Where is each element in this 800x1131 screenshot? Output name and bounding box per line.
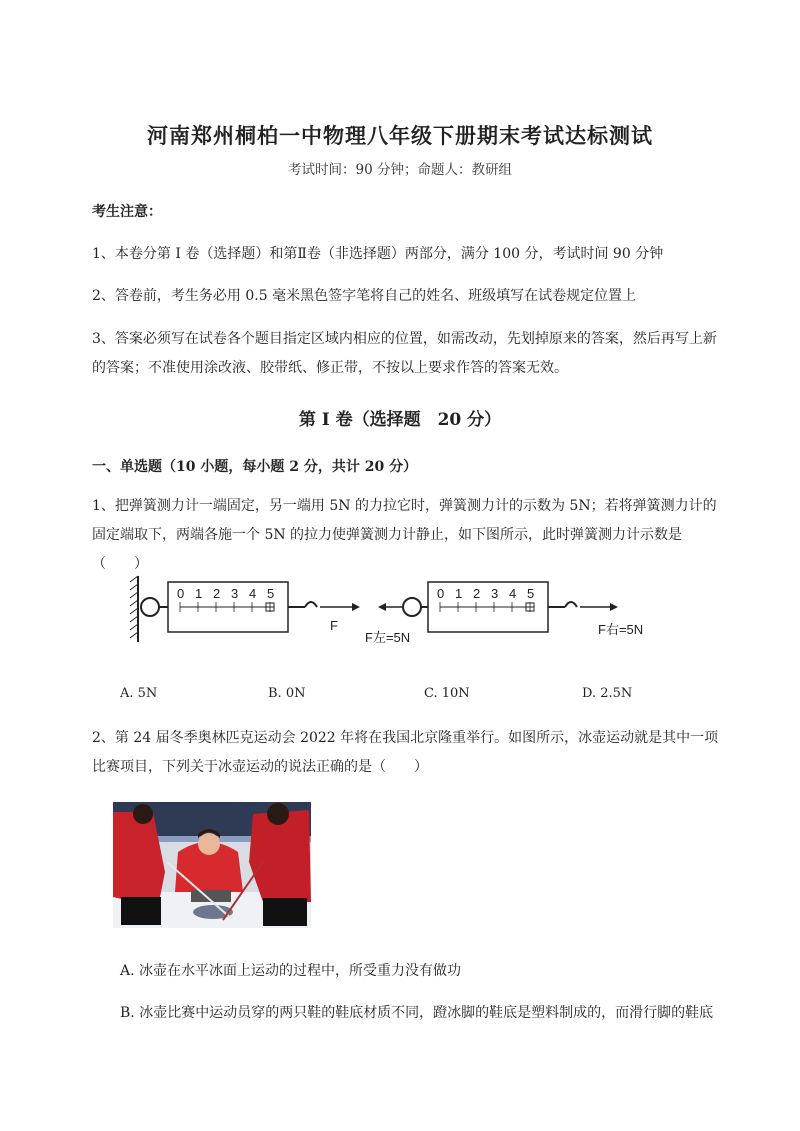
mc-heading: 一、单选题（10 小题，每小题 2 分，共计 20 分）: [92, 459, 418, 475]
notice-item-3: 3、答案必须写在试卷各个题目指定区域内相应的位置，如需改动，先划掉原来的答案，然后再写上新的答案；不准使用涂改液、胶带纸、修正带，不按以上要求作答的答案无效。: [92, 331, 717, 376]
scale-left-tick-2: 2: [213, 586, 221, 601]
notice-heading: 考生注意：: [92, 204, 162, 220]
notice-item-1: 1、本卷分第 I 卷（选择题）和第Ⅱ卷（非选择题）两部分，满分 100 分，考试时间 90 分钟: [92, 246, 664, 262]
scale-left-tick-3: 3: [231, 586, 239, 601]
scale-left-tick-1: 1: [195, 586, 203, 601]
section-title: 第 I 卷（选择题 20 分）: [298, 410, 502, 430]
scale-right-tick-2: 2: [473, 586, 481, 601]
scale-right-tick-5: 5: [527, 586, 535, 601]
wall-icon: [130, 576, 138, 642]
curling-photo: [113, 802, 311, 928]
scale-left-tick-5: 5: [267, 586, 275, 601]
force-label-f: F: [330, 618, 338, 633]
page-title: 河南郑州桐柏一中物理八年级下册期末考试达标测试: [147, 123, 653, 148]
scale-right-tick-3: 3: [491, 586, 499, 601]
notice-item-2: 2、答卷前，考生务必用 0.5 毫米黑色签字笔将自己的姓名、班级填写在试卷规定位置上: [92, 288, 637, 304]
scale-right-tick-0: 0: [437, 586, 445, 601]
force-label-left: F左=5N: [365, 630, 411, 645]
q2-option-a: A. 冰壶在水平冰面上运动的过程中，所受重力没有做功: [120, 963, 462, 979]
scale-left-tick-0: 0: [177, 586, 185, 601]
spring-scale-figure: [120, 570, 660, 660]
scale-right-tick-4: 4: [509, 586, 517, 601]
question-1-text: 1、把弹簧测力计一端固定，另一端用 5N 的力拉它时，弹簧测力计的示数为 5N；若将弹簧测力计的固定端取下，两端各施一个 5N 的拉力使弹簧测力计静止，如下图所示，此时弹簧测力计示数是（ ）: [92, 498, 717, 572]
q1-option-c: C. 10N: [424, 686, 470, 701]
q1-option-b: B. 0N: [268, 686, 306, 701]
q1-option-a: A. 5N: [120, 686, 158, 701]
force-label-right: F右=5N: [598, 622, 644, 637]
scale-left-tick-4: 4: [249, 586, 257, 601]
scale-right-tick-1: 1: [455, 586, 463, 601]
question-2-text: 2、第 24 届冬季奥林匹克运动会 2022 年将在我国北京隆重举行。如图所示，冰壶运动就是其中一项比赛项目，下列关于冰壶运动的说法正确的是（ ）: [92, 730, 719, 775]
q1-option-d: D. 2.5N: [582, 686, 633, 701]
q2-option-b: B. 冰壶比赛中运动员穿的两只鞋的鞋底材质不同，蹬冰脚的鞋底是塑料制成的，而滑行脚的鞋底: [120, 1005, 714, 1021]
exam-info: 考试时间：90 分钟；命题人：教研组: [288, 162, 512, 178]
